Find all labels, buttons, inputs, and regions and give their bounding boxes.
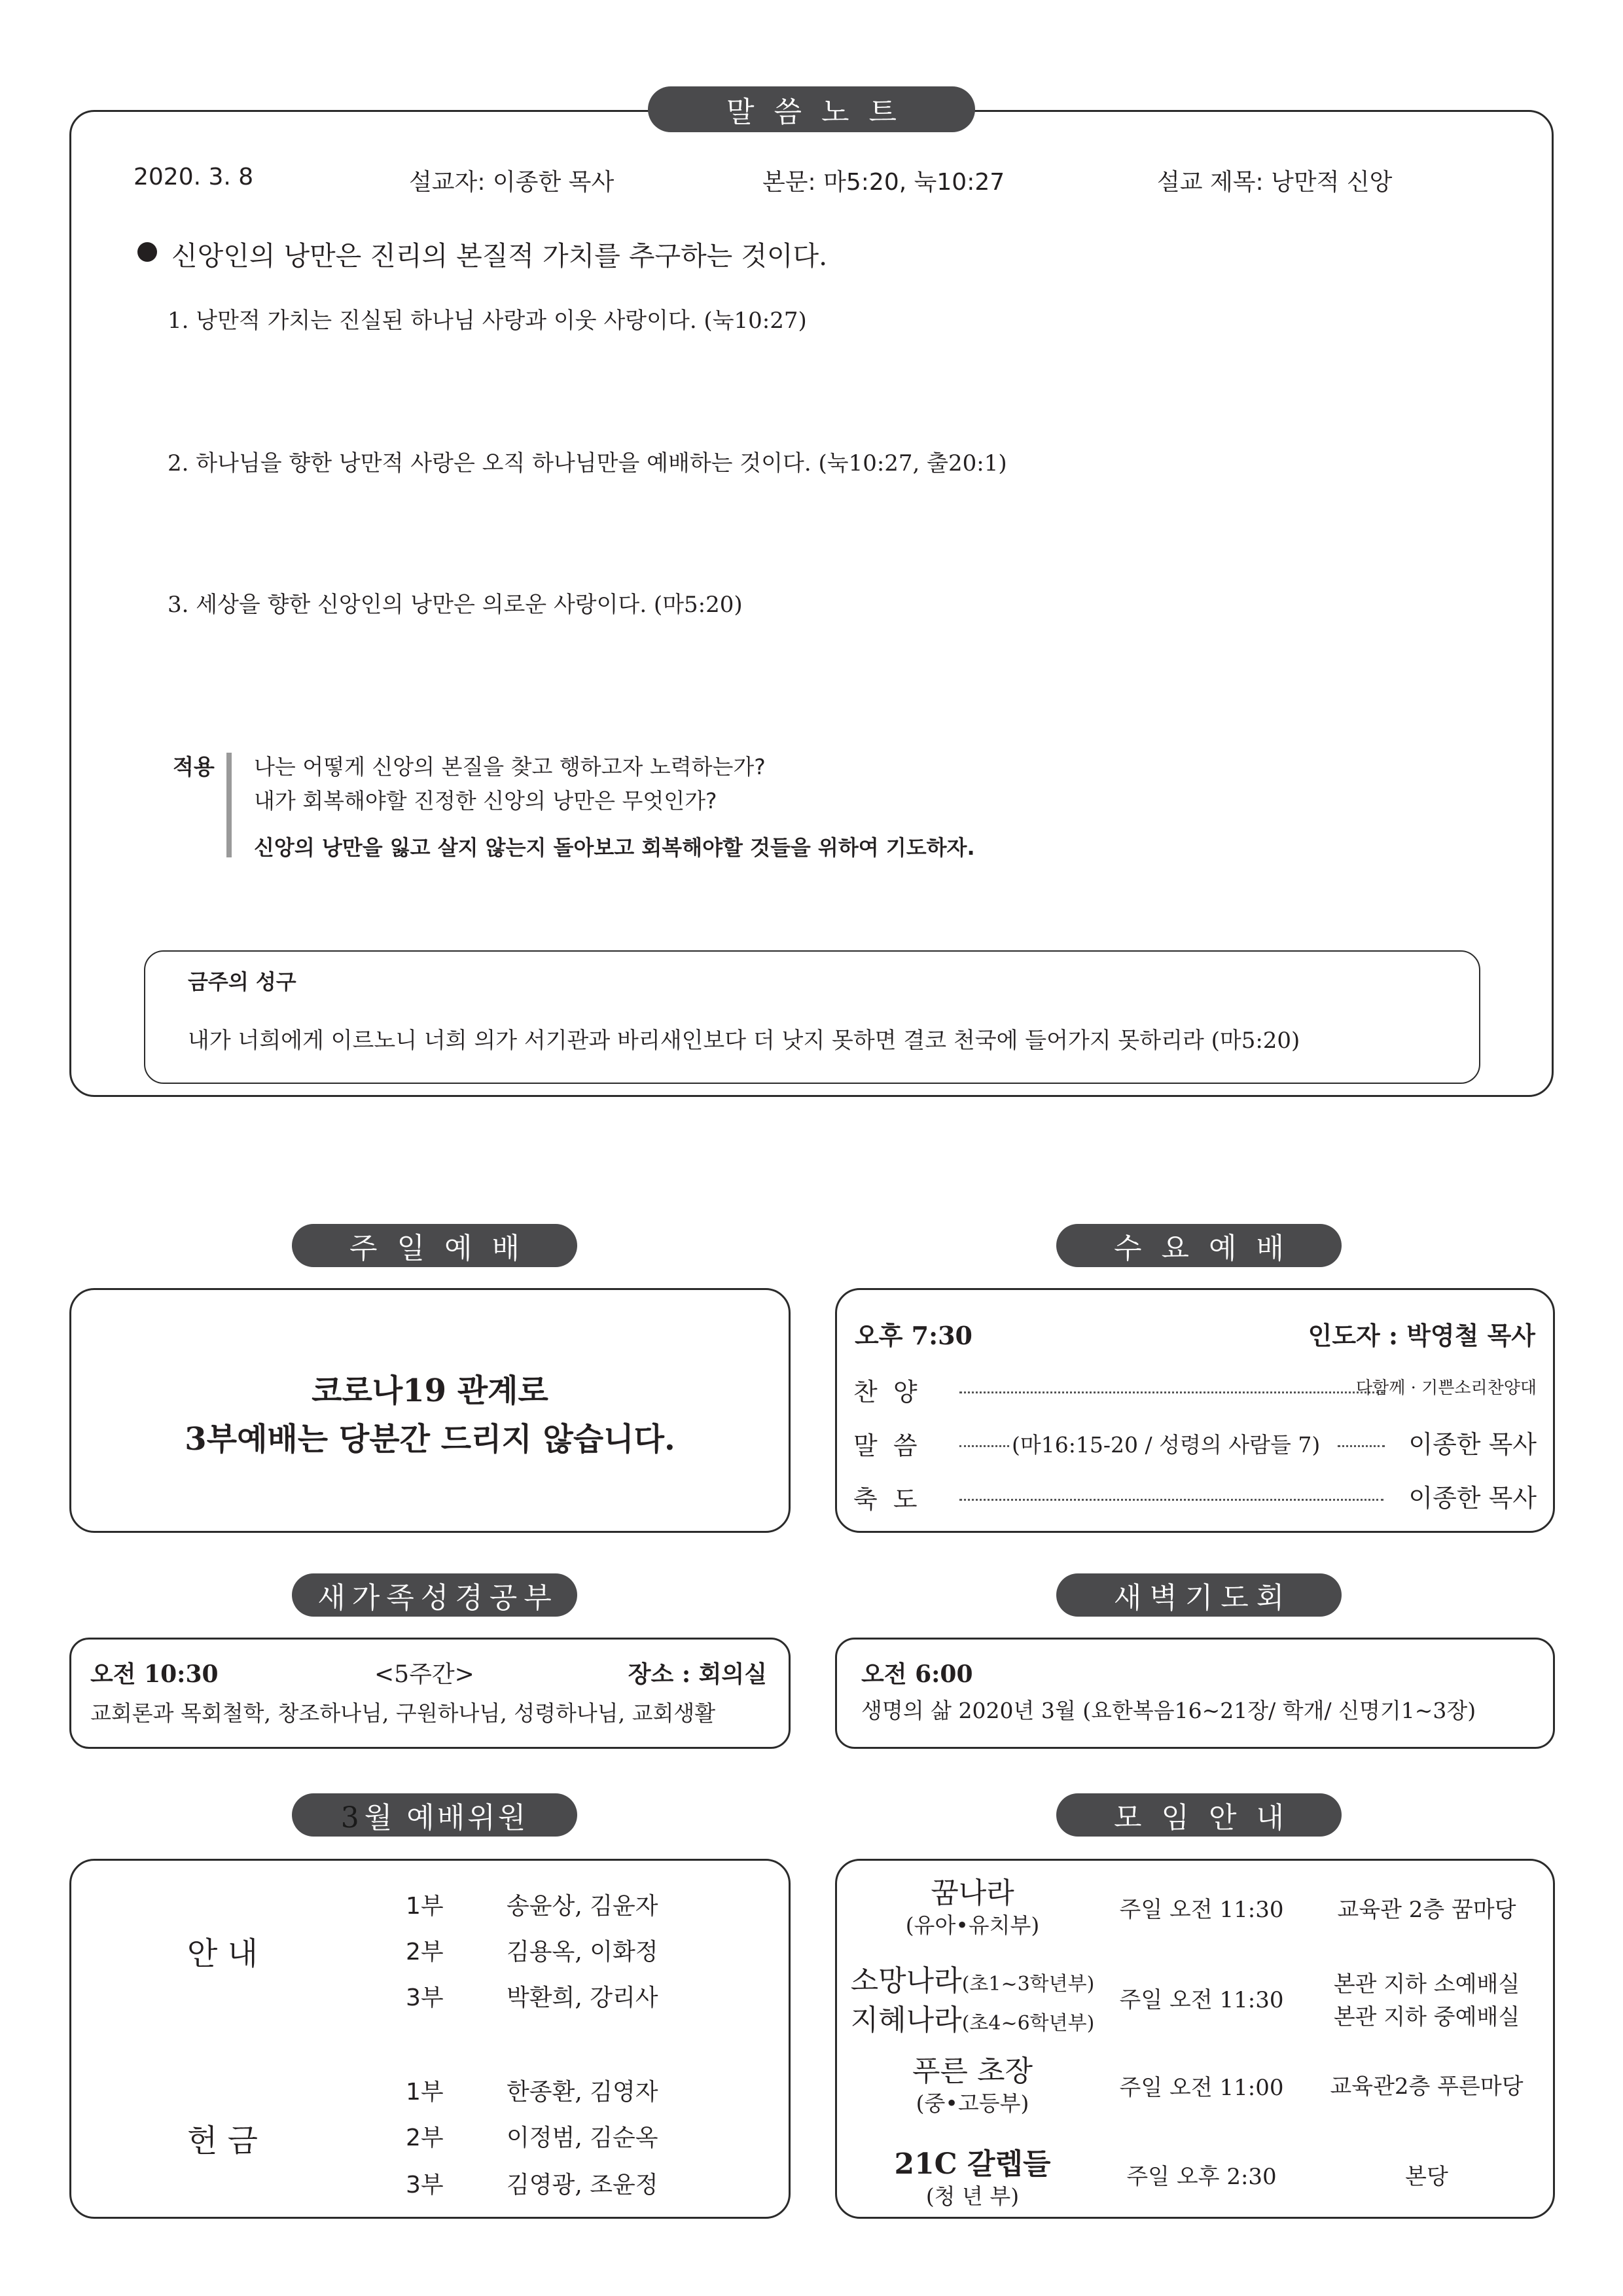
point-2: 2. 하나님을 향한 낭만적 사랑은 오직 하나님만을 예배하는 것이다. (눅10:27, 출20:1) — [168, 450, 1007, 476]
usher-names-3: 박환희, 강리사 — [507, 1984, 658, 2011]
weekly-verse-text: 내가 너희에게 이르노니 너희 의가 서기관과 바리새인보다 더 낫지 못하면 결코 천국에 들어가지 못하리라 (마5:20) — [188, 1028, 1300, 1054]
meeting-4-time: 주일 오후 2:30 — [1126, 2164, 1277, 2190]
wednesday-praise-label: 찬 양 — [853, 1378, 918, 1407]
wednesday-word-passage: (마16:15-20 / 성령의 사람들 7) — [1012, 1432, 1321, 1458]
meeting-2-name: 소망나라(초1~3학년부) — [850, 1964, 1095, 1998]
usher-part-3: 3부 — [406, 1984, 444, 2011]
sermon-scripture: 본문: 마5:20, 눅10:27 — [762, 169, 1005, 196]
worship-staff-title: 월 예배위원 — [364, 1801, 529, 1835]
offering-names-3: 김영광, 조윤정 — [507, 2172, 658, 2198]
application-label: 적용 — [173, 754, 215, 780]
wednesday-praise-value: 다함께 · 기쁜소리찬양대 — [1356, 1378, 1537, 1398]
wednesday-blessing-pastor: 이종한 목사 — [1408, 1484, 1537, 1513]
wednesday-blessing-label: 축 도 — [853, 1485, 918, 1514]
sermon-title: 설교 제목: 낭만적 신앙 — [1157, 169, 1393, 196]
family-bible-weeks: <5주간> — [374, 1661, 474, 1688]
meeting-2-place2: 본관 지하 중예배실 — [1333, 2004, 1520, 2030]
meeting-1-name: 꿈나라 — [931, 1876, 1014, 1910]
application-divider — [226, 753, 232, 857]
sermon-note-header: 말씀노트 — [648, 86, 975, 132]
meeting-4-place: 본당 — [1405, 2164, 1448, 2190]
point-3: 3. 세상을 향한 신앙인의 낭만은 의로운 사랑이다. (마5:20) — [168, 592, 743, 618]
meeting-3-time: 주일 오전 11:00 — [1119, 2075, 1284, 2101]
meeting-1-place: 교육관 2층 꿈마당 — [1337, 1897, 1516, 1923]
meeting-2-time: 주일 오전 11:30 — [1119, 1987, 1284, 2013]
sunday-notice-line1: 코로나19 관계로 — [312, 1372, 548, 1409]
usher-part-1: 1부 — [406, 1893, 444, 1920]
meeting-3-name: 푸른 초장 — [912, 2054, 1033, 2088]
weekly-verse-title: 금주의 성구 — [188, 969, 296, 994]
wednesday-leader: 인도자 : 박영철 목사 — [1308, 1321, 1535, 1350]
bullet-icon — [137, 242, 157, 262]
point-1: 1. 낭만적 가치는 진실된 하나님 사랑과 이웃 사랑이다. (눅10:27) — [168, 308, 807, 334]
usher-names-2: 김용옥, 이화정 — [507, 1939, 658, 1965]
family-bible-topics: 교회론과 목회철학, 창조하나님, 구원하나님, 성령하나님, 교회생활 — [90, 1700, 716, 1726]
application-q1: 나는 어떻게 신앙의 본질을 찾고 행하고자 노력하는가? — [254, 754, 766, 780]
offering-part-1: 1부 — [406, 2079, 444, 2106]
family-bible-header: 새가족성경공부 — [292, 1573, 577, 1617]
offering-group-title: 헌 금 — [187, 2123, 258, 2159]
meeting-3-place: 교육관2층 푸른마당 — [1330, 2073, 1524, 2100]
sermon-preacher: 설교자: 이종한 목사 — [409, 169, 615, 196]
meeting-2-place: 본관 지하 소예배실 — [1333, 1971, 1520, 1998]
offering-names-1: 한종환, 김영자 — [507, 2079, 658, 2106]
family-bible-place: 장소 : 회의실 — [628, 1660, 767, 1688]
main-point: 신앙인의 낭만은 진리의 본질적 가치를 추구하는 것이다. — [171, 240, 828, 272]
application-prayer: 신앙의 낭만을 잃고 살지 않는지 돌아보고 회복해야할 것들을 위하여 기도하자. — [254, 835, 975, 860]
wednesday-word-dots-left — [959, 1445, 1009, 1447]
wednesday-worship-header: 수요예배 — [1056, 1224, 1342, 1267]
wednesday-blessing-leader-dots — [959, 1499, 1383, 1501]
meeting-2-name2: 지혜나라(초4~6학년부) — [850, 2003, 1095, 2037]
meeting-1-sub: (유아•유치부) — [905, 1912, 1040, 1938]
sermon-date: 2020. 3. 8 — [134, 164, 254, 190]
wednesday-word-dots-right — [1338, 1445, 1385, 1447]
offering-names-2: 이정범, 김순옥 — [507, 2125, 658, 2151]
meeting-3-sub: (중•고등부) — [916, 2090, 1029, 2116]
application-q2: 내가 회복해야할 진정한 신앙의 낭만은 무엇인가? — [254, 788, 717, 814]
wednesday-word-preacher: 이종한 목사 — [1408, 1430, 1537, 1459]
weekly-verse-box — [144, 950, 1480, 1084]
family-bible-time: 오전 10:30 — [90, 1660, 219, 1688]
offering-part-2: 2부 — [406, 2125, 444, 2151]
worship-staff-header — [292, 1793, 577, 1837]
wednesday-praise-leader-dots — [959, 1391, 1383, 1393]
worship-staff-month: 3 — [340, 1801, 362, 1835]
wednesday-word-label: 말 씀 — [853, 1431, 918, 1460]
meeting-4-sub: (청 년 부) — [925, 2183, 1020, 2209]
wednesday-time: 오후 7:30 — [855, 1321, 972, 1350]
meetings-header: 모임안내 — [1056, 1793, 1342, 1837]
usher-names-1: 송윤상, 김윤자 — [507, 1893, 658, 1920]
sunday-worship-panel — [69, 1288, 791, 1533]
meeting-4-name: 21C 갈렙들 — [894, 2147, 1051, 2181]
offering-part-3: 3부 — [406, 2172, 444, 2198]
dawn-prayer-header: 새벽기도회 — [1056, 1573, 1342, 1617]
dawn-prayer-time: 오전 6:00 — [861, 1660, 973, 1688]
usher-group-title: 안 내 — [187, 1935, 258, 1972]
family-bible-panel — [69, 1638, 791, 1749]
dawn-prayer-panel — [835, 1638, 1555, 1749]
sunday-worship-header: 주일예배 — [292, 1224, 577, 1267]
sunday-notice-line2: 3부예배는 당분간 드리지 않습니다. — [185, 1421, 675, 1458]
usher-part-2: 2부 — [406, 1939, 444, 1965]
dawn-prayer-text: 생명의 삶 2020년 3월 (요한복음16~21장/ 학개/ 신명기1~3장) — [861, 1698, 1476, 1723]
meeting-1-time: 주일 오전 11:30 — [1119, 1897, 1284, 1923]
